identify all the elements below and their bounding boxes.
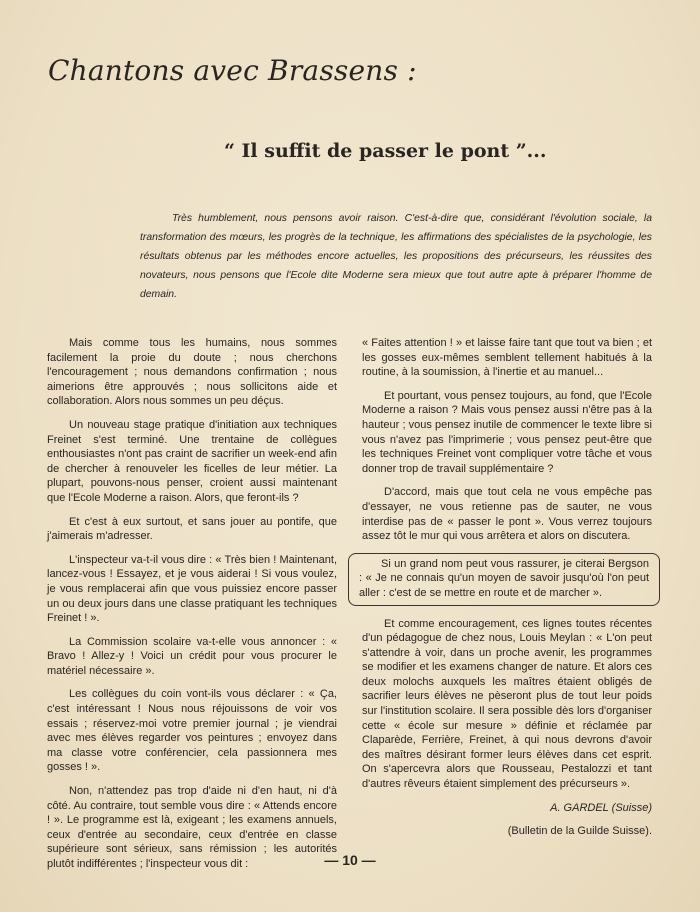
paragraph: Mais comme tous les humains, nous sommes facilement la proie du doute ; nous cherchons l'encouragement ; nous demandons confirmation ; nous aimerions être approuvés ; nous sollicitons aide et collaboration. Alors nous sommes un peu déçus. — [47, 337, 337, 408]
left-column — [47, 336, 337, 881]
source-citation: (Bulletin de la Guilde Suisse). — [507, 825, 652, 838]
author-signature: A. GARDEL (Suisse) — [550, 801, 652, 814]
article-subtitle: “ Il suffit de passer le pont ”... — [224, 140, 547, 162]
paragraph: La Commission scolaire va-t-elle vous annoncer : « Bravo ! Allez-y ! Voici un crédit pour vous procurer le matériel nécessaire ». — [47, 635, 337, 677]
paragraph: Les collègues du coin vont-ils vous déclarer : « Ça, c'est intéressant ! Nous nous réjouissons de voir vos essais ; réservez-moi votre premier journal ; je viendrai avec mes élèves regarder vos peintures ; envoyez dans ma classe votre conférencier, cela passionnera mes gosses ! ». — [47, 688, 337, 774]
paragraph: Et comme encouragement, ces lignes toutes récentes d'un pédagogue de chez nous, Louis Meylan : « L'on peut s'attendre à voir, dans un proche avenir, les programmes se modifier et les examens changer de nature. Et alors ces deux molochs auxquels les maîtres étaient obligés de sacrifier leurs élèves ne pèseront plus de tout leur poids sur l'institution scolaire. Il sera possible dès lors d'organiser cette « école sur mesure » définie et réclamée par Claparède, Ferrière, Freinet, à qui nous devrons d'avoir des maîtres désirant former leurs élèves dans cet esprit. On s'apercevra alors que Rousseau, Pestalozzi et tant d'autres rêveurs étaient simplement des précurseurs ». — [362, 617, 652, 791]
paragraph: Un nouveau stage pratique d'initiation aux techniques Freinet s'est terminé. Une trentaine de collègues enthousiastes n'ont pas craint de sacrifier un week-end afin de chercher à renouveler les ficelles de leur métier. La plupart, pouvons-nous penser, croient aussi maintenant que l'Ecole Moderne a raison. Alors, que feront-ils ? — [47, 418, 337, 504]
paragraph: D'accord, mais que tout cela ne vous empêche pas d'essayer, ne vous retienne pas de sauter, ne vous interdise pas de « passer le pont ». Vous verrez toujours assez tôt le mur qui vous arrêtera et alors on discutera. — [362, 486, 652, 543]
intro-paragraph: Très humblement, nous pensons avoir raison. C'est-à-dire que, considérant l'évolution sociale, la transformation des mœurs, les progrès de la technique, les affirmations des spécialistes de la psychologie, les résultats obtenus par les méthodes encore actuelles, les propositions des précurseurs, les réussites des novateurs, nous pensons que l'Ecole dite Moderne sera mieux que tout autre apte à préparer l'homme de demain. — [140, 213, 652, 300]
paragraph-continuation: « Faites attention ! » et laisse faire tant que tout va bien ; et les gosses eux-mêmes semblent tellement habitués à la routine, à la soumission, à l'inertie et au manuel... — [362, 337, 652, 379]
page-number: — 10 — — [324, 852, 376, 868]
article-title: Chantons avec Brassens : — [48, 54, 417, 87]
paragraph: L'inspecteur va-t-il vous dire : « Très bien ! Maintenant, lancez-vous ! Essayez, et je vous aiderai ! Si vous voulez, je vous remplacerai afin que vous puissiez encore passer un ou deux jours dans une classe pratiquant les techniques Freinet ! ». — [47, 553, 337, 625]
boxed-quote: Si un grand nom peut vous rassurer, je citerai Bergson : « Je ne connais qu'un moyen de savoir jusqu'où l'on peut aller : c'est de se mettre en route et de marcher ». — [348, 553, 660, 606]
right-column — [359, 336, 652, 848]
paragraph: Non, n'attendez pas trop d'aide ni d'en haut, ni d'à côté. Au contraire, tout semble vous dire : « Attends encore ! ». Le programme est là, exigeant ; les examens annuels, ceux d'entrée au secondaire, ceux d'entrée en classe supérieure sont sérieux, sans rémission ; les autorités plutôt indifférentes ; l'inspecteur vous dit : — [47, 785, 337, 870]
paragraph: Et pourtant, vous pensez toujours, au fond, que l'Ecole Moderne a raison ? Mais vous pensez aussi n'être pas à la hauteur ; vous pensez inutile de commencer le texte libre si vous n'avez pas l'imprimerie ; vous pensez peut-être que les techniques Freinet vont compliquer votre tâche et vous donner trop de travail supplémentaire ? — [362, 389, 652, 475]
paragraph: Et c'est à eux surtout, et sans jouer au pontife, que j'aimerais m'adresser. — [47, 515, 337, 543]
